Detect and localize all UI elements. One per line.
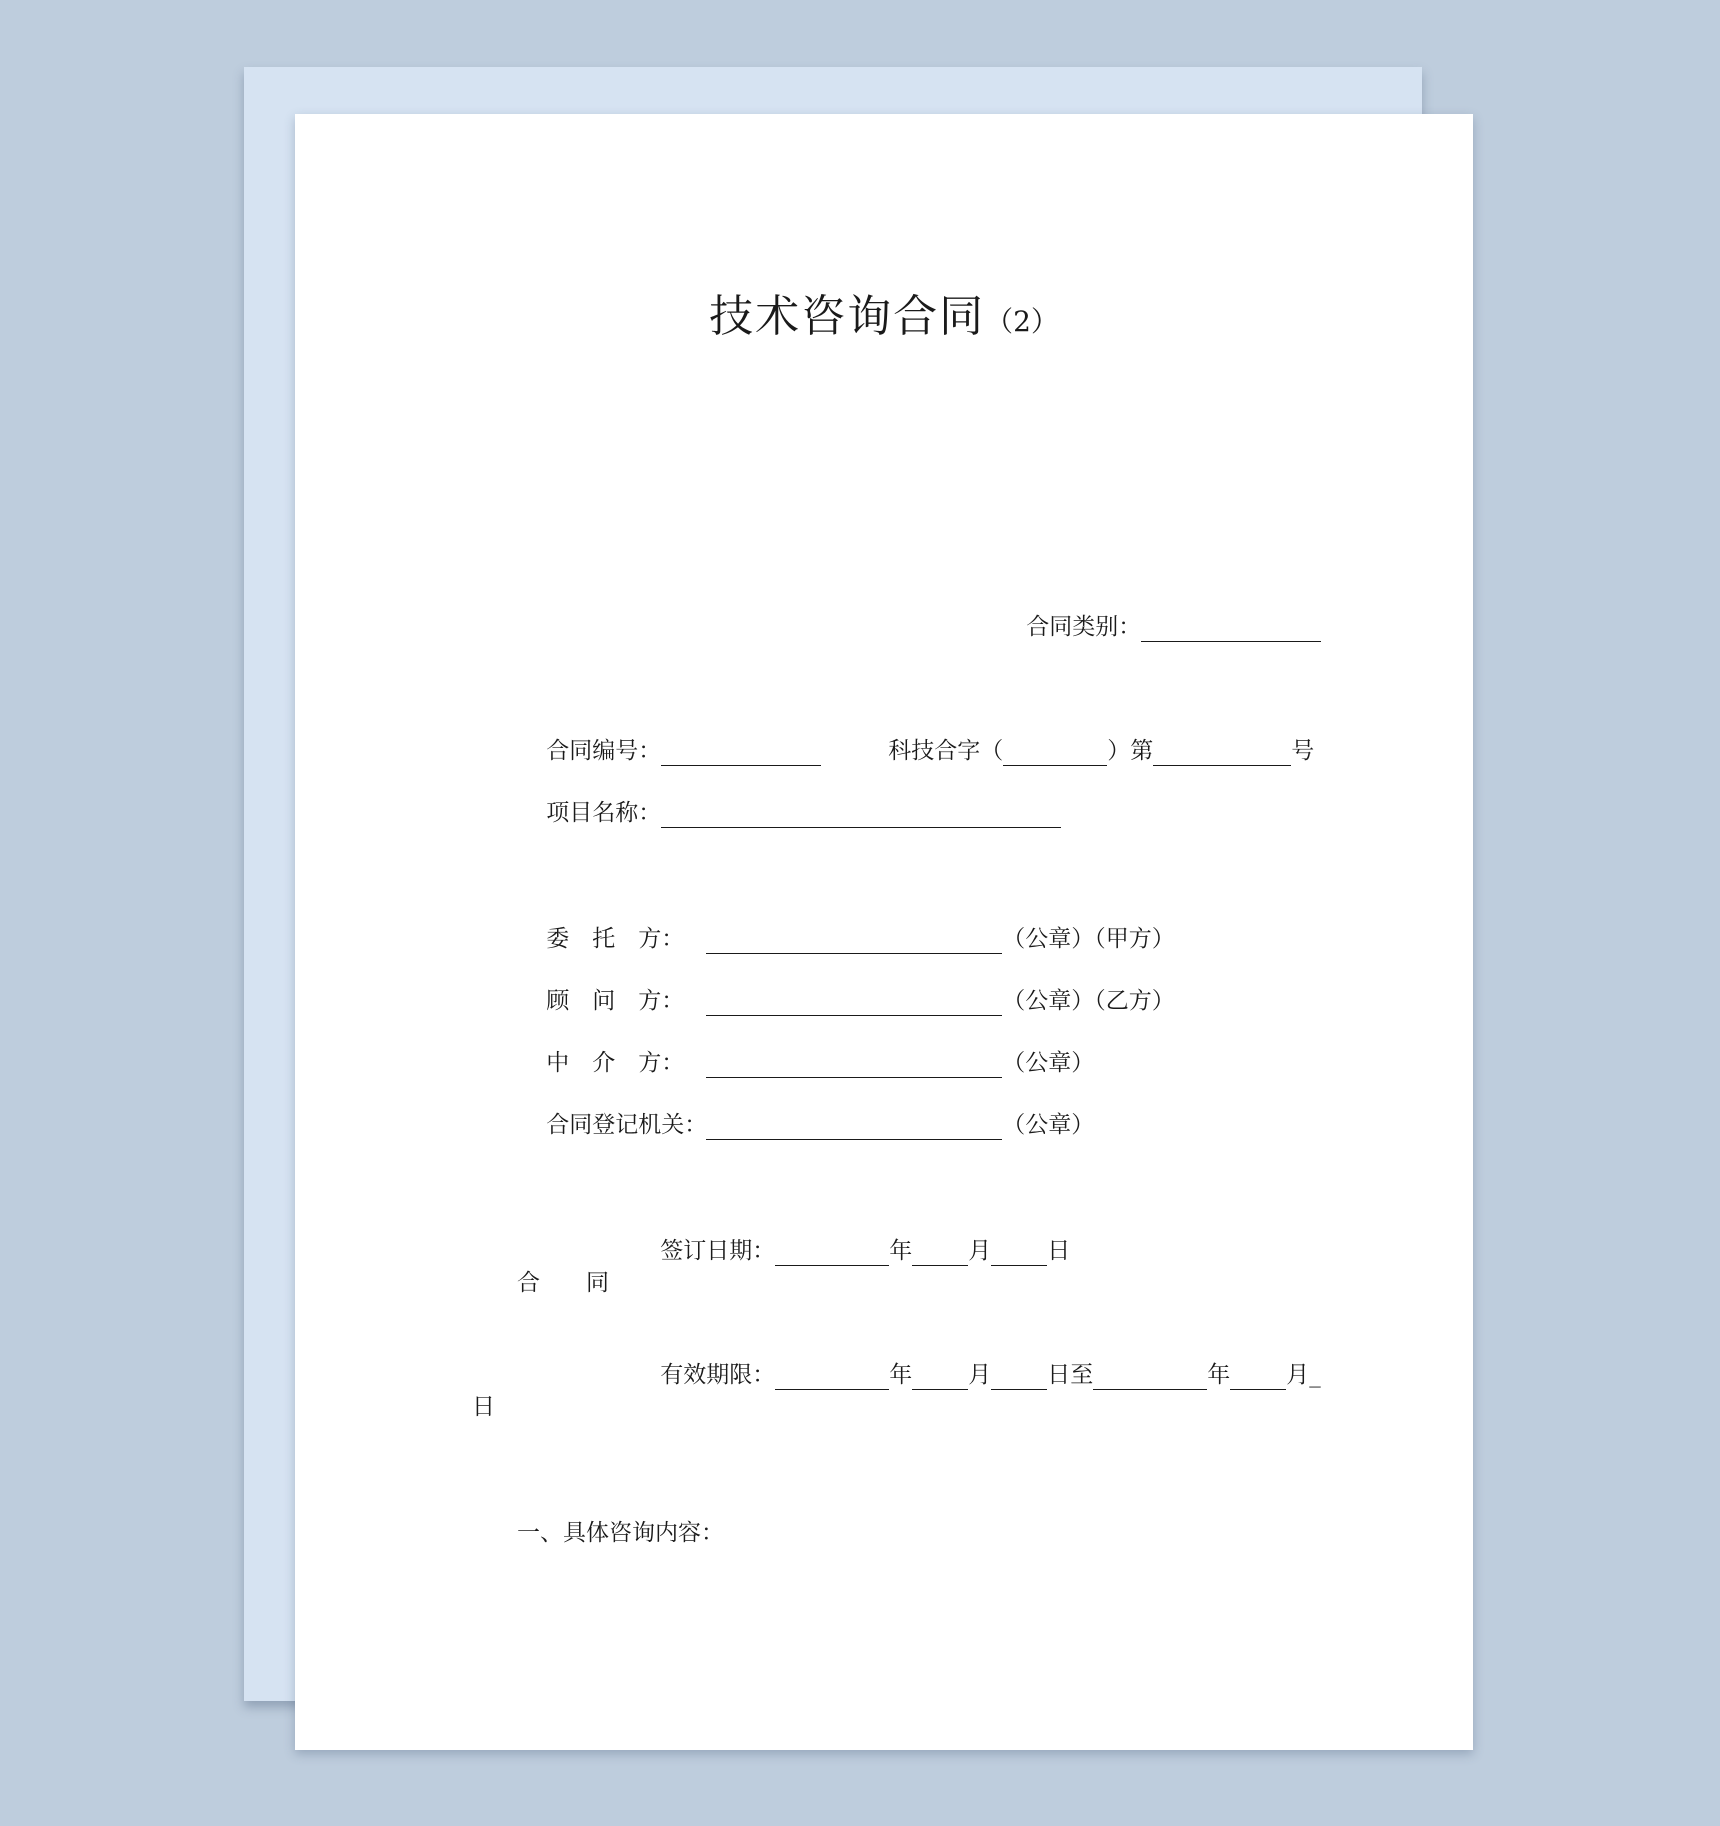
tech-code-mid: ）第 [1107,738,1154,764]
contract-number-blank[interactable] [661,741,821,766]
validity-end-month-unit: 月_ [1286,1362,1321,1388]
client-party: （甲方） [1094,926,1175,952]
client-seal: （公章） [1002,926,1095,952]
registry-label: 合同登记机关： [546,1112,708,1138]
validity-end-year-unit: 年 [1207,1362,1231,1388]
tech-code-prefix: 科技合字（ [888,738,1004,764]
consultant-label: 顾 问 方： [546,988,685,1014]
validity-start-year-blank[interactable] [775,1365,889,1390]
validity-end-year-blank[interactable] [1093,1365,1207,1390]
sign-day-blank[interactable] [991,1241,1047,1266]
registry-row [517,1080,1094,1170]
validity-start-month-unit: 月 [968,1362,992,1388]
contract-word: 合 同 [517,1270,609,1296]
validity-start-day-unit: 日至 [1047,1362,1094,1388]
validity-end-month-blank[interactable] [1230,1365,1286,1390]
client-label: 委 托 方： [546,926,685,952]
intermediary-seal: （公章） [1002,1050,1095,1076]
consultant-party: （乙方） [1094,988,1175,1014]
client-blank[interactable] [706,929,1002,954]
tech-code-suffix: 号 [1291,738,1315,764]
sign-date-label: 签订日期： [660,1238,776,1264]
validity-start-month-blank[interactable] [912,1365,968,1390]
section-1-heading: 一、具体咨询内容： [517,1520,724,1546]
title-main: 技术咨询合同 [709,291,986,342]
sign-year-unit: 年 [889,1238,913,1264]
consultant-seal: （公章） [1002,988,1095,1014]
validity-wrap-day: 日 [472,1394,495,1420]
document-title [295,280,1473,344]
project-name-blank[interactable] [661,803,1061,828]
project-name-row [517,768,1061,858]
consultant-blank[interactable] [706,991,1002,1016]
sign-month-blank[interactable] [912,1241,968,1266]
tech-code-year-blank[interactable] [1003,741,1107,766]
tech-code-number-blank[interactable] [1153,741,1291,766]
project-name-label: 项目名称： [546,800,662,826]
contract-category-row [997,582,1321,672]
registry-blank[interactable] [706,1115,1002,1140]
sign-year-blank[interactable] [775,1241,889,1266]
validity-label: 有效期限： [660,1362,776,1388]
sign-month-unit: 月 [968,1238,992,1264]
contract-number-label: 合同编号： [546,738,662,764]
intermediary-label: 中 介 方： [546,1050,685,1076]
validity-row [631,1330,1321,1420]
sign-day-unit: 日 [1047,1238,1071,1264]
validity-start-day-blank[interactable] [991,1365,1047,1390]
contract-category-blank[interactable] [1141,617,1321,642]
intermediary-blank[interactable] [706,1053,1002,1078]
document-page [295,114,1473,1750]
title-suffix: （2） [985,305,1059,338]
contract-category-label: 合同类别： [1026,614,1142,640]
registry-seal: （公章） [1002,1112,1095,1138]
sign-date-row [631,1206,1070,1296]
validity-start-year-unit: 年 [889,1362,913,1388]
